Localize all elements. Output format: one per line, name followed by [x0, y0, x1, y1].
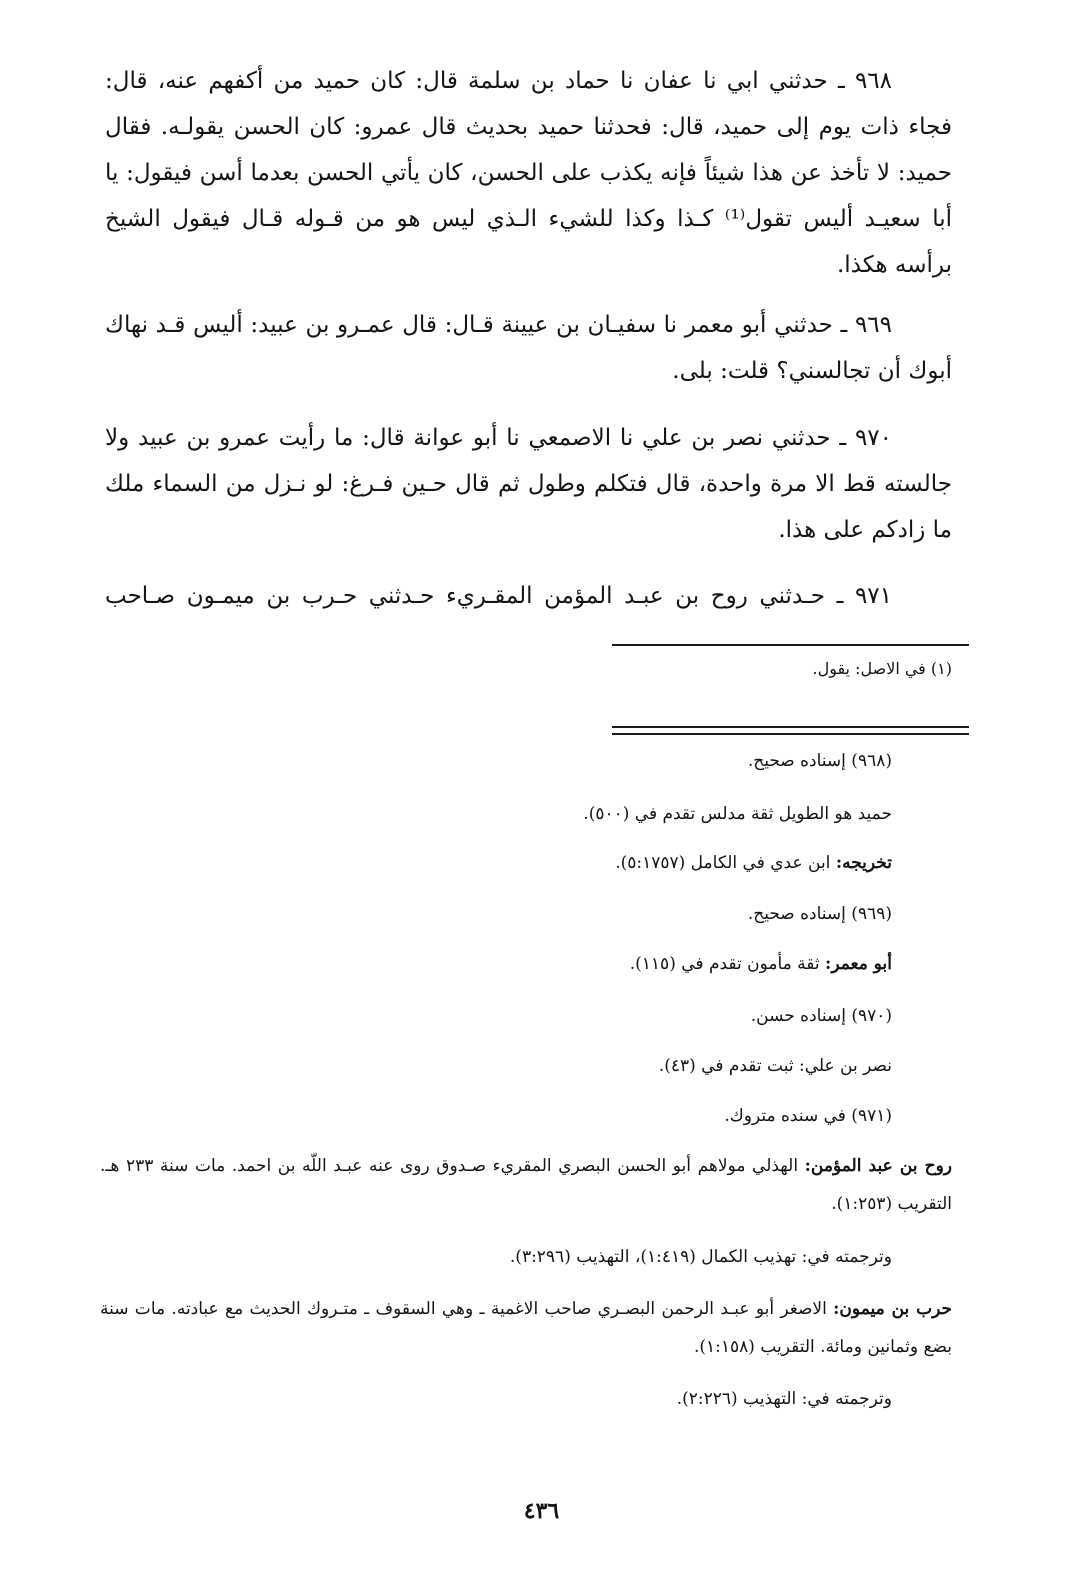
rawh-label: روح بن عبد المؤمن: [804, 1156, 952, 1176]
abu-mamar-text: ثقة مأمون تقدم في (١١٥). [629, 954, 820, 974]
takhrij-label: تخريجه: [835, 853, 892, 873]
note-968-humaid: حميد هو الطويل ثقة مدلس تقدم في (٥٠٠). [583, 804, 892, 824]
note-969-head: (٩٦٩) إسناده صحيح. [747, 904, 892, 924]
takhrij-text: ابن عدي في الكامل (٥:١٧٥٧). [615, 853, 831, 873]
note-970-nasr: نصر بن علي: ثبت تقدم في (٤٣). [658, 1056, 892, 1076]
abu-mamar-label: أبو معمر: [825, 954, 892, 974]
note-970-head: (٩٧٠) إسناده حسن. [750, 1006, 892, 1026]
page-number: ٤٣٦ [523, 1498, 560, 1524]
note-rawh [100, 1147, 952, 1223]
hadith-969-text: ٩٦٩ ـ حدثني أبو معمر نا سفيـان بن عيينة قـال: قال عمـرو بن عبيد: أليس قـد نهاك أبوك أن تجالسني؟ قلت: بلى. [105, 312, 952, 384]
hadith-971 [105, 573, 952, 619]
note-971-head: (٩٧١) في سنده متروك. [724, 1106, 892, 1126]
note-968-head: (٩٦٨) إسناده صحيح. [747, 751, 892, 771]
hadith-968 [105, 58, 952, 288]
note-harb-tarjama: وترجمته في: التهذيب (٢:٢٢٦). [676, 1389, 892, 1409]
rawh-text: الهذلي مولاهم أبو الحسن البصري المقريء صـدوق روى عنه عبـد اللّه بن احمد. مات سنة ٢٣٣ هـ. التقريب (١:٢٥٣). [100, 1156, 952, 1214]
hadith-969 [105, 302, 952, 394]
hadith-970 [105, 415, 952, 553]
harb-text: الاصغر أبو عبـد الرحمن البصـري صاحب الاغمية ـ وهي السقوف ـ متـروك الحديث مع عبادته. مات سنة بضع وثمانين ومائة. التقريب (١:١٥٨). [100, 1299, 952, 1357]
harb-label: حرب بن ميمون: [833, 1299, 952, 1319]
note-rawh-tarjama: وترجمته في: تهذيب الكمال (١:٤١٩)، التهذيب (٣:٢٩٦). [509, 1247, 892, 1267]
note-969-abu-mamar [630, 950, 892, 978]
note-968-takhrij [615, 849, 892, 877]
commentary-divider-top [612, 726, 969, 728]
hadith-970-text: ٩٧٠ ـ حدثني نصر بن علي نا الاصمعي نا أبو عوانة قال: ما رأيت عمرو بن عبيد ولا جالسته قط الا مرة واحدة، قال فتكلم وطول ثم قال حـين فـرغ: لو نـزل من السماء ملك ما زادكم على هذا. [105, 425, 952, 543]
hadith-971-text: ٩٧١ ـ حـدثني روح بن عبـد المؤمن المقـريء حـدثني حـرب بن ميمـون صـاحب [105, 583, 892, 609]
hadith-968-text: ٩٦٨ ـ حدثني ابي نا عفان نا حماد بن سلمة قال: كان حميد من أكفهم عنه، قال: فجاء ذات يوم إلى حميد، قال: فحدثنا حميد بحديث قال عمرو: كان الحسن يقولـه. فقال حميد: لا تأخذ عن هذا شيئاً فإنه يكذب على الحسن، كان يأتي الحسن بعدما أسن فيقول: يا أبا سعيـد أليس تقول⁽¹⁾ كـذا وكذا للشيء الـذي ليس هو من قـوله قـال فيقول الشيخ برأسه هكذا. [105, 68, 952, 278]
footnote-1: (١) في الاصل: يقول. [812, 659, 952, 678]
footnote-divider [612, 644, 969, 646]
note-harb [100, 1290, 952, 1366]
commentary-divider-bottom [612, 733, 969, 735]
